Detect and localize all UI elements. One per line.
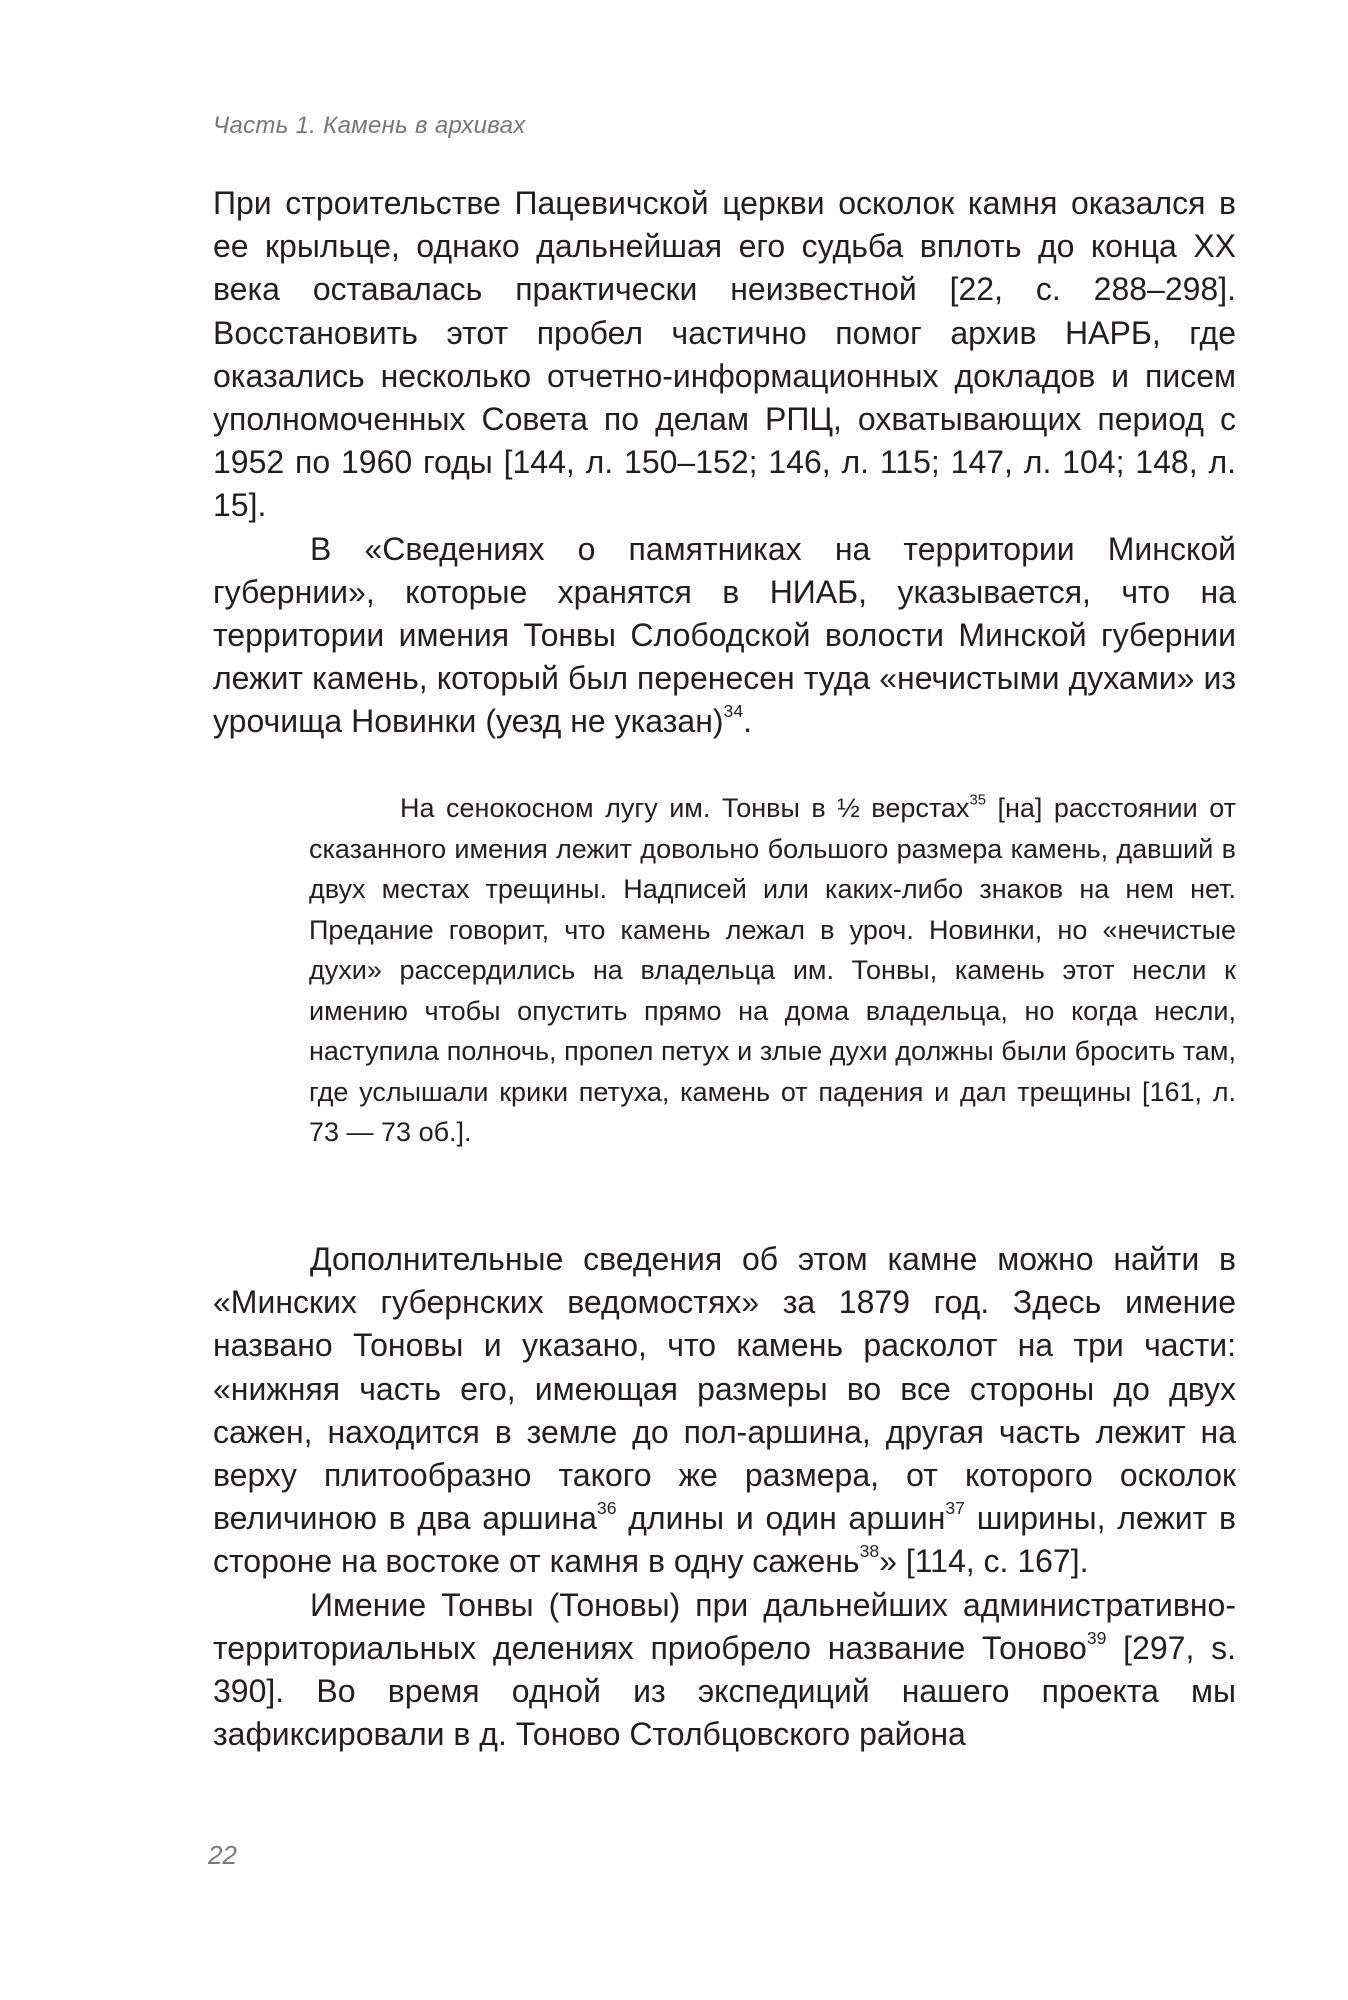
paragraph-2-end: . [743, 703, 752, 740]
footnote-ref-37: 37 [945, 1498, 965, 1519]
paragraph-2 [213, 528, 1236, 744]
block-quote [309, 788, 1236, 1153]
page-number: 22 [208, 1840, 237, 1870]
quote-paragraph [309, 788, 1236, 1153]
footnote-ref-39: 39 [1086, 1627, 1107, 1648]
paragraph-3 [213, 1238, 1236, 1584]
paragraph-3-text-2: длины и один аршин [616, 1500, 946, 1537]
paragraph-4-text-2: [297, s. 390]. Во время одной из экспедиций нашего проекта мы зафиксировали в д. Тоново Столбцовского района [213, 1629, 1237, 1753]
body-text-block-1 [213, 182, 1236, 744]
paragraph-4-text-1: Имение Тонвы (Тоновы) при дальнейших административно-территориальных делениях приобрело название Тоново [213, 1586, 1236, 1666]
footnote-ref-35: 35 [969, 792, 986, 809]
quote-text-1: На сенокосном лугу им. Тонвы в ½ верстах [400, 793, 970, 823]
paragraph-3-text-4: » [114, с. 167]. [879, 1543, 1089, 1580]
paragraph-3-text-3: ширины, лежит в стороне на востоке от камня в одну сажень [213, 1500, 1237, 1580]
paragraph-3-text-1: Дополнительные сведения об этом камне можно найти в «Минских губернских ведомостях» за 1879 год. Здесь имение названо Тоновы и указано, что камень расколот на три части: «нижняя часть его, имеющая размеры во все стороны до двух сажен, находится в земле до пол-аршина, другая часть лежит на верху плитообразно такого же размера, от которого осколок величиною в два аршина [213, 1241, 1236, 1537]
paragraph-1: При строительстве Пацевичской церкви осколок камня оказался в ее крыльце, однако дальнейшая его судьба вплоть до конца XX века оставалась практически неизвестной [22, с. 288–298]. Восстановить этот пробел частично помог архив НАРБ, где оказались несколько отчетно-информационных докладов и писем уполномоченных Совета по делам РПЦ, охватывающих период с 1952 по 1960 годы [144, л. 150–152; 146, л. 115; 147, л. 104; 148, л. 15]. [213, 185, 1236, 524]
running-head: Часть 1. Камень в архивах [213, 112, 526, 139]
body-text-block-2 [213, 1238, 1236, 1756]
paragraph-2-text: В «Сведениях о памятниках на территории Минской губернии», которые хранятся в НИАБ, указывается, что на территории имения Тонвы Слободской волости Минской губернии лежит камень, который был перенесен туда «нечистыми духами» из урочища Новинки (уезд не указан) [213, 530, 1236, 740]
footnote-ref-34: 34 [723, 701, 744, 722]
paragraph-4 [213, 1584, 1236, 1757]
quote-text-2: [на] расстоянии от сказанного имения лежит довольно большого размера камень, давший в двух местах трещины. Надписей или каких-либо знаков на нем нет. Предание говорит, что камень лежал в уроч. Новинки, но «нечистые духи» рассердились на владельца им. Тонвы, камень этот несли к имению чтобы опустить прямо на дома владельца, но когда несли, наступила полночь, пропел петух и злые духи должны были бросить там, где услышали крики петуха, камень от падения и дал трещины [161, л. 73 — 73 об.]. [309, 793, 1236, 1147]
footnote-ref-36: 36 [596, 1498, 617, 1519]
footnote-ref-38: 38 [859, 1541, 880, 1562]
